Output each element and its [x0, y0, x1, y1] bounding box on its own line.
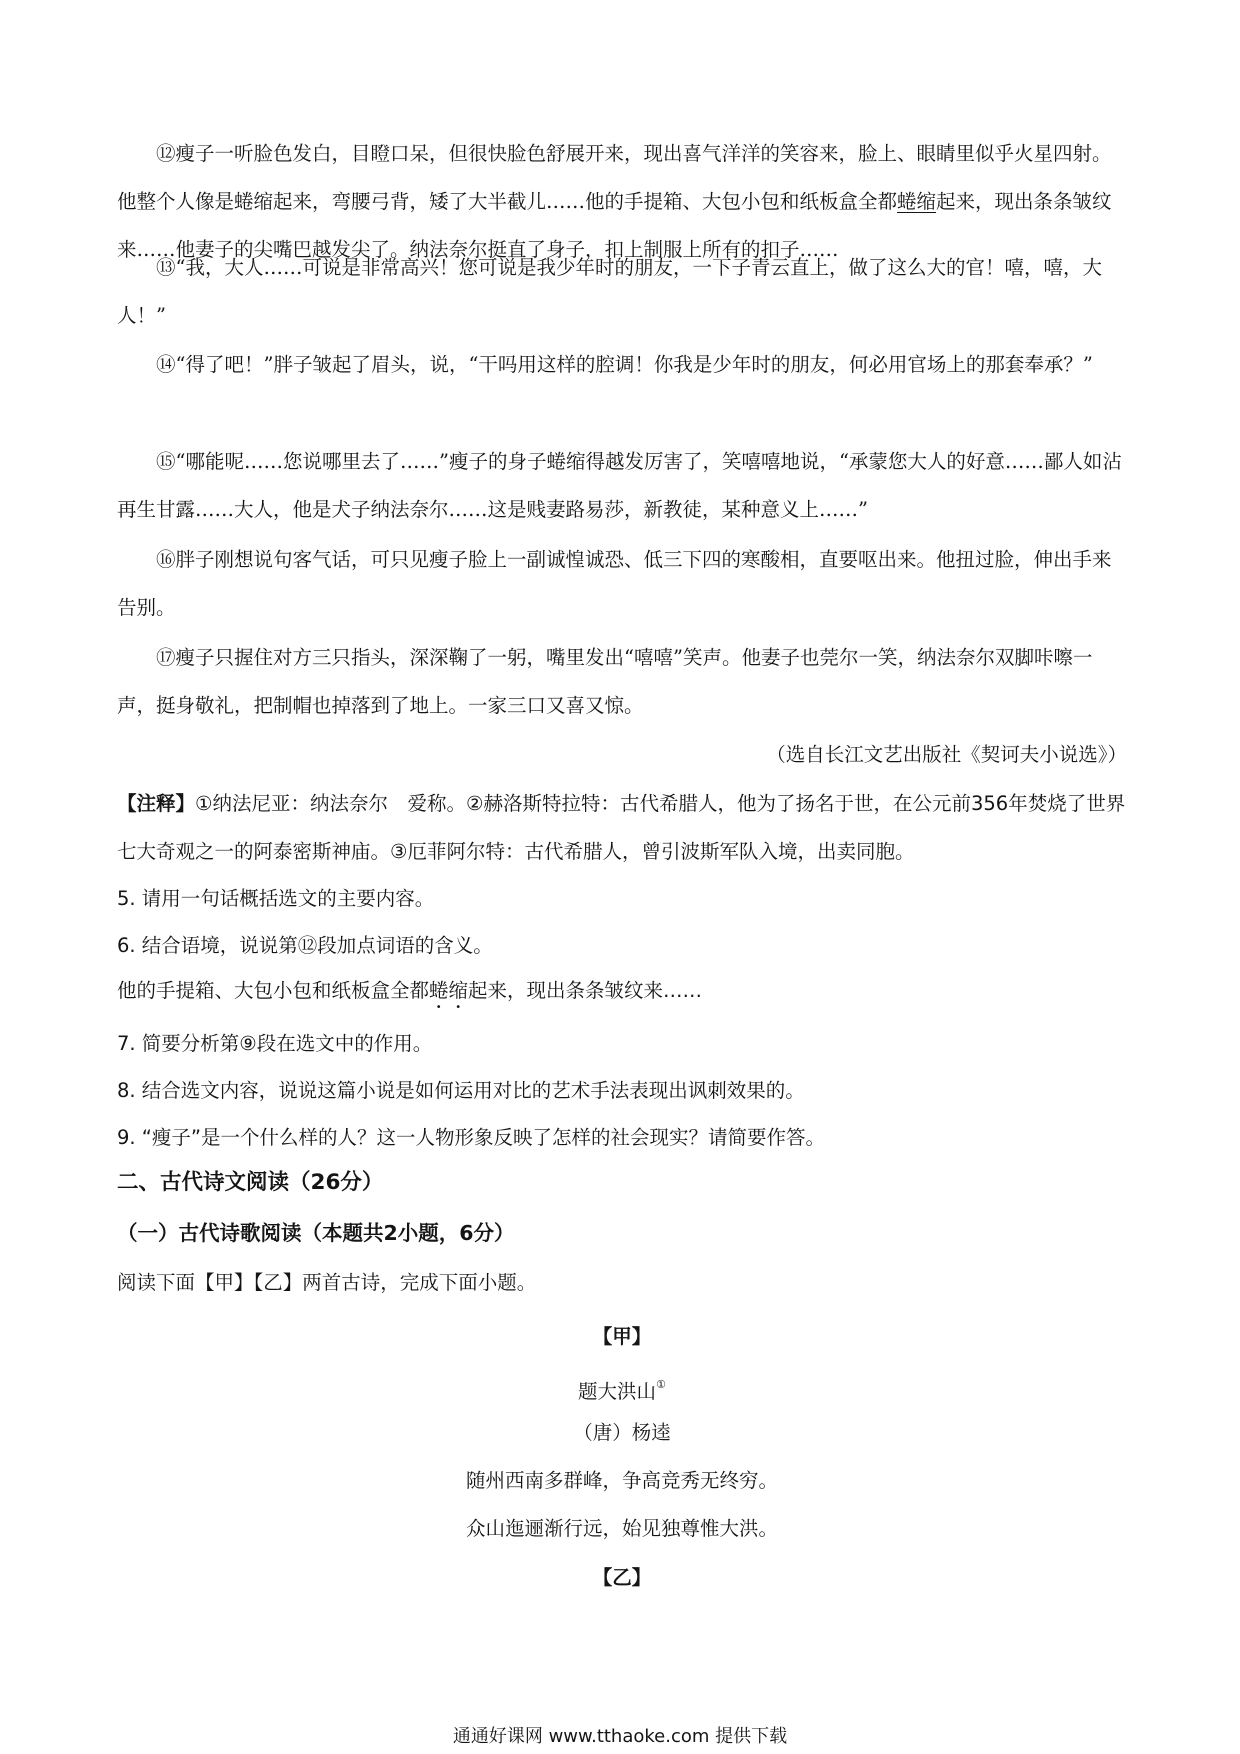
question-6: 6. 结合语境，说说第⑫段加点词语的含义。 — [117, 934, 493, 957]
paragraph-15: ⑮“哪能呢……您说哪里去了……”瘦子的身子蜷缩得越发厉害了，笑嘻嘻地说，“承蒙您大人的好意……鄙人如沾再生甘露……大人，他是犬子纳法奈尔……这是贱妻路易莎，新教徒，某种意义上……” — [117, 450, 1122, 521]
section-heading: 二、古代诗文阅读（26分） — [117, 1170, 384, 1195]
paragraph-14: ⑭“得了吧！”胖子皱起了眉头，说，“干吗用这样的腔调！你我是少年时的朋友，何必用官场上的那套奉承？” — [156, 353, 1093, 376]
question-9: 9. “瘦子”是一个什么样的人？这一人物形象反映了怎样的社会现实？请简要作答。 — [117, 1126, 826, 1149]
instruction-text: 阅读下面【甲】【乙】两首古诗，完成下面小题。 — [117, 1271, 537, 1294]
poem-jia-label: 【甲】 — [592, 1325, 652, 1348]
paragraph-13: ⑬“我，大人……可说是非常高兴！您可说是我少年时的朋友，一下子青云直上，做了这么大的官！嘻，嘻，大人！” — [117, 256, 1102, 327]
question-6-quote — [117, 977, 1127, 1013]
annotation-note — [117, 780, 1127, 876]
poem-jia-line-2: 众山迤逦渐行远，始见独尊惟大洪。 — [465, 1517, 778, 1540]
annotation-label: 【注释】 — [117, 792, 196, 815]
annotation-text: ①纳法尼亚：纳法奈尔 爱称。②赫洛斯特拉特：古代希腊人，他为了扬名于世，在公元前356年焚烧了世界七大奇观之一的阿泰密斯神庙。③厄菲阿尔特：古代希腊人，曾引波斯军队入境，出卖同胞。 — [117, 792, 1126, 863]
quote-text-b: 起来，现出条条皱纹来…… — [468, 979, 703, 1002]
paragraph-16: ⑯胖子刚想说句客气话，可只见瘦子脸上一副诚惶诚恐、低三下四的寒酸相，直要呕出来。他扭过脸，伸出手来告别。 — [117, 548, 1112, 619]
poem-jia-author: （唐）杨逵 — [573, 1421, 671, 1444]
poem-title-text: 题大洪山 — [578, 1380, 657, 1403]
footnote-marker: ① — [656, 1378, 666, 1391]
dotted-word: 蜷缩 — [429, 979, 469, 1002]
paragraph-12-text-b: 起来，现出条条皱纹来……他妻子的尖嘴巴越发尖了。纳法奈尔挺直了身子，扣上制服上所有的扣子…… — [117, 190, 1112, 261]
poem-yi-label: 【乙】 — [592, 1566, 652, 1589]
poem-jia-line-1: 随州西南多群峰，争高竞秀无终穷。 — [465, 1469, 778, 1492]
paragraph-17: ⑰瘦子只握住对方三只指头，深深鞠了一躬，嘴里发出“嘻嘻”笑声。他妻子也莞尔一笑，纳法奈尔双脚咔嚓一声，挺身敬礼，把制帽也掉落到了地上。一家三口又喜又惊。 — [117, 646, 1093, 717]
question-7: 7. 简要分析第⑨段在选文中的作用。 — [117, 1032, 433, 1055]
question-8: 8. 结合选文内容，说说这篇小说是如何运用对比的艺术手法表现出讽刺效果的。 — [117, 1079, 805, 1102]
underlined-word: 蜷缩 — [897, 190, 937, 213]
quote-text-a: 他的手提箱、大包小包和纸板盒全都 — [117, 979, 430, 1002]
sub-section-heading: （一）古代诗歌阅读（本题共2小题，6分） — [117, 1221, 515, 1245]
paragraph-12-text-a: ⑫瘦子一听脸色发白，目瞪口呆，但很快脸色舒展开来，现出喜气洋洋的笑容来，脸上、眼睛里似乎火星四射。他整个人像是蜷缩起来，弯腰弓背，矮了大半截儿……他的手提箱、大包小包和纸板盒全都 — [117, 142, 1112, 213]
source-citation: （选自长江文艺出版社《契诃夫小说选》） — [766, 743, 1127, 766]
poem-jia-title — [117, 1370, 1127, 1407]
page-footer: 通通好课网 www.tthaoke.com 提供下载 — [452, 1726, 788, 1747]
question-5: 5. 请用一句话概括选文的主要内容。 — [117, 887, 435, 910]
